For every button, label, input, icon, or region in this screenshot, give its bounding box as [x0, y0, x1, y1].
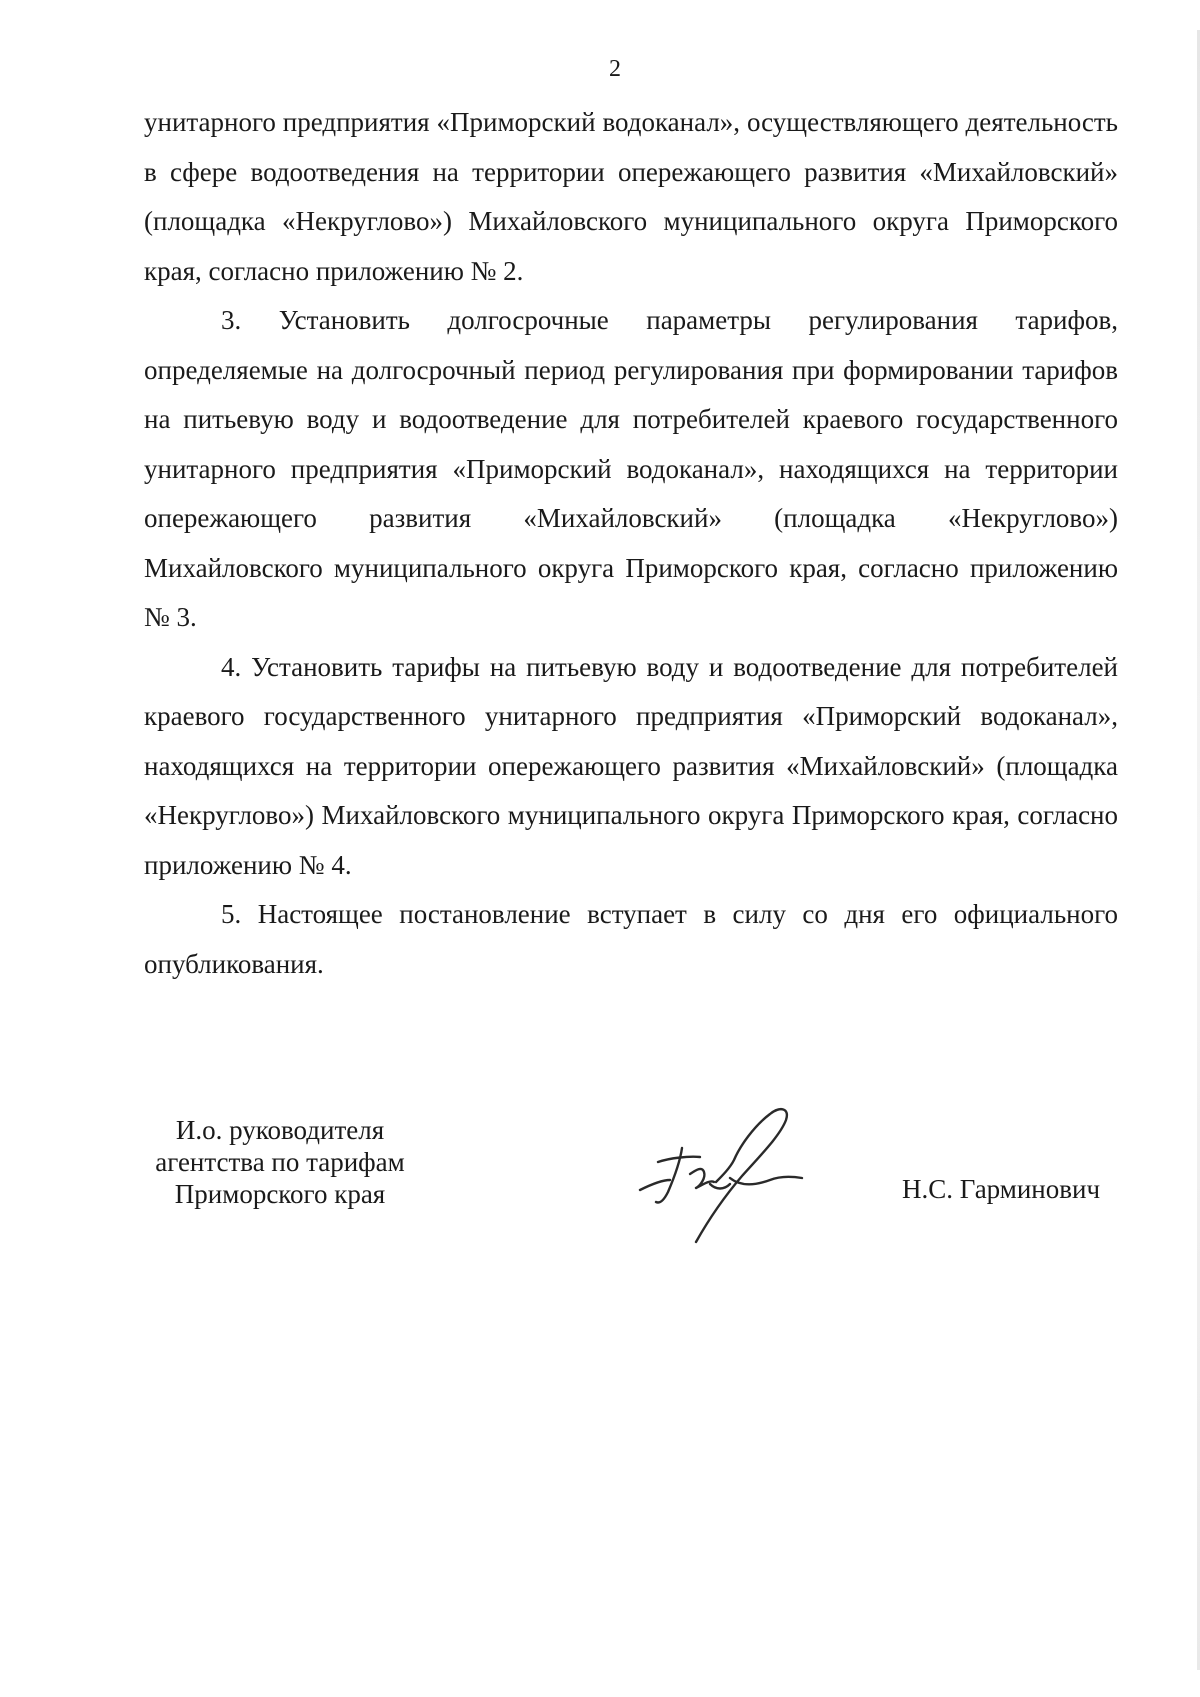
paragraph-item-3: 3. Установить долгосрочные параметры регулирования тарифов, определяемые на долгосрочный период регулирования при формировании тарифов на питьевую воду и водоотведение для потребителей краевого государственного унитарного предприятия «Приморский водоканал», находящихся на территории опережающего развития «Михайловский» (площадка «Некруглово») Михайловского муниципального округа Приморского края, согласно приложению № 3. — [144, 305, 1118, 632]
signer-position-line: Приморского края — [174, 1179, 386, 1209]
paragraph-item-4: 4. Установить тарифы на питьевую воду и водоотведение для потребителей краевого государственного унитарного предприятия «Приморский водоканал», находящихся на территории опережающего развития «Михайловский» (площадка «Некруглово») Михайловского муниципального округа Приморского края, согласно приложению № 4. — [144, 651, 1118, 880]
paragraph-continuation: унитарного предприятия «Приморский водоканал», осуществляющего деятельность в сфере водоотведения на территории опережающего развития «Михайловский» (площадка «Некруглово») Михайловского муниципального округа Приморского края, согласно приложению № 2. — [144, 107, 1118, 286]
signer-position — [130, 1114, 430, 1210]
handwritten-signature-icon — [630, 1100, 810, 1245]
document-body — [144, 98, 1118, 989]
page-number: 2 — [609, 56, 621, 82]
paragraph-item-5: 5. Настоящее постановление вступает в силу со дня его официального опубликования. — [144, 899, 1118, 979]
signer-position-line: И.о. руководителя — [175, 1115, 385, 1145]
signer-name: Н.С. Гарминович — [902, 1174, 1101, 1204]
signer-position-line: агентства по тарифам — [155, 1147, 405, 1177]
